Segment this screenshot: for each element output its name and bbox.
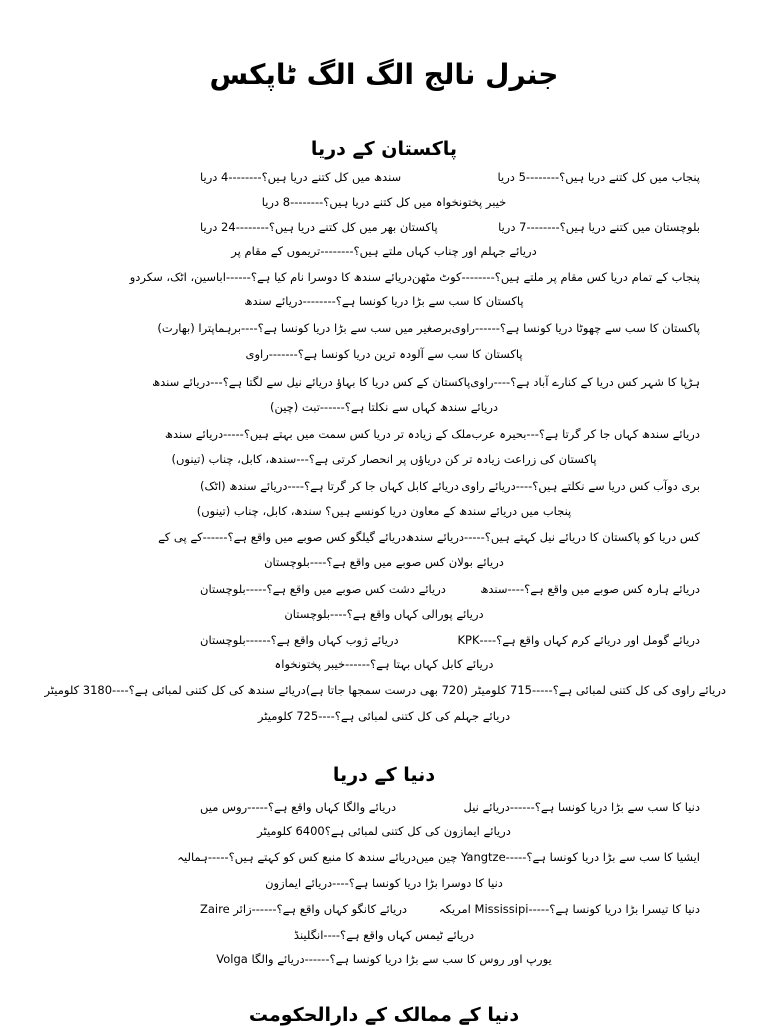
question-text: سندھ میں کل کتنے دریا ہیں؟--------4 دریا bbox=[200, 170, 402, 184]
page-title: جنرل نالج الگ الگ ٹاپکس bbox=[209, 58, 559, 91]
qa-line: یورپ اور روس کا سب سے بڑا دریا کونسا ہے؟------دریائے والگا Volga bbox=[216, 952, 552, 966]
section-heading-world-capitals: دنیا کے ممالک کے دارالحکومت bbox=[248, 1004, 520, 1026]
question-text: پاکستان بھر میں کل کتنے دریا ہیں؟--------24 دریا bbox=[200, 220, 438, 234]
qa-line bbox=[200, 217, 700, 237]
question-text: دریائے والگا کہاں واقع ہے؟-----روس میں bbox=[200, 800, 397, 814]
qa-line bbox=[200, 899, 700, 919]
qa-line bbox=[164, 424, 700, 444]
question-text: دریائے گیلگو کس صوبے میں واقع ہے؟------کے پی کے bbox=[158, 530, 406, 544]
question-text: دریائے گومل اور دریائے کرم کہاں واقع ہے؟----KPK bbox=[457, 633, 700, 647]
qa-line: دنیا کا دوسرا بڑا دریا کونسا ہے؟----دریائے ایمازون bbox=[265, 876, 503, 890]
qa-line: دریائے ٹیمس کہاں واقع ہے؟----انگلینڈ bbox=[293, 928, 475, 942]
question-text: دریائے سندھ کا دوسرا نام کیا ہے؟------اباسین، اٹک، سکردو bbox=[129, 270, 412, 284]
qa-line: پاکستان کا سب سے آلودہ ترین دریا کونسا ہے؟-------راوی bbox=[245, 347, 523, 361]
question-text: دریائے سندھ کا منبع کس کو کہتے ہیں؟-----ہمالیہ bbox=[177, 850, 416, 864]
question-text: دریائے دشت کس صوبے میں واقع ہے؟-----بلوچستان bbox=[200, 582, 446, 596]
qa-line bbox=[200, 167, 700, 187]
question-text: کس دریا کو پاکستان کا دریائے نیل کہتے ہیں؟-----دریائے سندھ bbox=[405, 530, 700, 544]
qa-line: دریائے سندھ کہاں سے نکلتا ہے؟------تبت (چین) bbox=[269, 400, 499, 414]
qa-line bbox=[44, 680, 726, 700]
qa-line: دریائے ایمازون کی کل کتنی لمبائی ہے؟6400 کلومیٹر bbox=[257, 824, 511, 838]
qa-line: دریائے پورالی کہاں واقع ہے؟----بلوچستان bbox=[284, 607, 484, 621]
question-text: برصغیر میں سب سے بڑا دریا کونسا ہے؟----برہماپترا (بھارت) bbox=[157, 321, 452, 335]
question-text: پنجاب کے تمام دریا کس مقام پر ملتے ہیں؟--------کوٹ مٹھن bbox=[411, 270, 700, 284]
question-text: پنجاب میں کل کتنے دریا ہیں؟--------5 دریا bbox=[497, 170, 700, 184]
qa-line: دریائے جہلم اور چناب کہاں ملتے ہیں؟--------تریموں کے مقام پر bbox=[231, 244, 537, 258]
section-heading-world-rivers: دنیا کے دریا bbox=[332, 764, 436, 786]
question-text: دریائے کانگو کہاں واقع ہے؟------زائر Zaire bbox=[200, 902, 408, 916]
question-text: ملک کے زیادہ تر دریا کس سمت میں بہتے ہیں؟-----دریائے سندھ bbox=[164, 427, 472, 441]
qa-line: دریائے جہلم کی کل کتنی لمبائی ہے؟----725 کلومیٹر bbox=[257, 709, 511, 723]
question-text: ایشیا کا سب سے بڑا دریا کونسا ہے؟-----Yangtze چین میں bbox=[415, 850, 700, 864]
question-text: دریائے ہارہ کس صوبے میں واقع ہے؟----سندھ bbox=[480, 582, 700, 596]
question-text: دریائے کابل کہاں جا کر گرتا ہے؟----دریائے سندھ (اٹک) bbox=[200, 479, 459, 493]
qa-line bbox=[177, 847, 700, 867]
qa-line bbox=[200, 797, 700, 817]
qa-line: خیبر پختونخواہ میں کل کتنے دریا ہیں؟--------8 دریا bbox=[261, 195, 507, 209]
section-heading-pakistan-rivers: پاکستان کے دریا bbox=[310, 138, 458, 160]
qa-line bbox=[200, 630, 700, 650]
qa-line bbox=[200, 476, 700, 496]
qa-line bbox=[129, 267, 700, 287]
qa-line bbox=[200, 579, 700, 599]
question-text: ہڑپا کا شہر کس دریا کے کنارے آباد ہے؟----راوی bbox=[470, 375, 700, 389]
qa-line bbox=[152, 372, 700, 392]
question-text: بری دوآب کس دریا سے نکلتے ہیں؟----دریائے راوی bbox=[461, 479, 700, 493]
qa-line: دریائے کابل کہاں بہتا ہے؟------خیبر پختونخواہ bbox=[274, 657, 494, 671]
question-text: دریائے سندھ کی کل کتنی لمبائی ہے؟----3180 کلومیٹر bbox=[44, 683, 306, 697]
question-text: پاکستان کا سب سے چھوٹا دریا کونسا ہے؟------راوی bbox=[451, 321, 700, 335]
question-text: دریائے راوی کی کل کتنی لمبائی ہے؟-----715 کلومیٹر (720 بھی درست سمجھا جاتا ہے) bbox=[305, 683, 726, 697]
question-text: دنیا کا تیسرا بڑا دریا کونسا ہے؟-----Mississipi امریکہ bbox=[438, 902, 700, 916]
qa-line: پنجاب میں دریائے سندھ کے معاون دریا کونسے ہیں؟ سندھ، کابل، چناب (تینوں) bbox=[196, 504, 572, 518]
question-text: دریائے سندھ کہاں جا کر گرتا ہے؟---بحیرہ عرب bbox=[471, 427, 700, 441]
question-text: دریائے ژوب کہاں واقع ہے؟------بلوچستان bbox=[200, 633, 399, 647]
question-text: دنیا کا سب سے بڑا دریا کونسا ہے؟------دریائے نیل bbox=[463, 800, 700, 814]
question-text: پاکستان کے کس دریا کا بہاؤ دریائے نیل سے لگتا ہے؟---دریائے سندھ bbox=[152, 375, 471, 389]
qa-line: پاکستان کا سب سے بڑا دریا کونسا ہے؟--------دریائے سندھ bbox=[244, 294, 524, 308]
qa-line: دریائے بولان کس صوبے میں واقع ہے؟----بلوچستان bbox=[264, 555, 504, 569]
qa-line bbox=[158, 527, 700, 547]
qa-line bbox=[157, 318, 700, 338]
qa-line: پاکستان کی زراعت زیادہ تر کن دریاؤں پر انحصار کرتی ہے؟---سندھ، کابل، چناب (تینوں) bbox=[171, 452, 597, 466]
question-text: بلوچستان میں کتنے دریا ہیں؟--------7 دریا bbox=[498, 220, 700, 234]
